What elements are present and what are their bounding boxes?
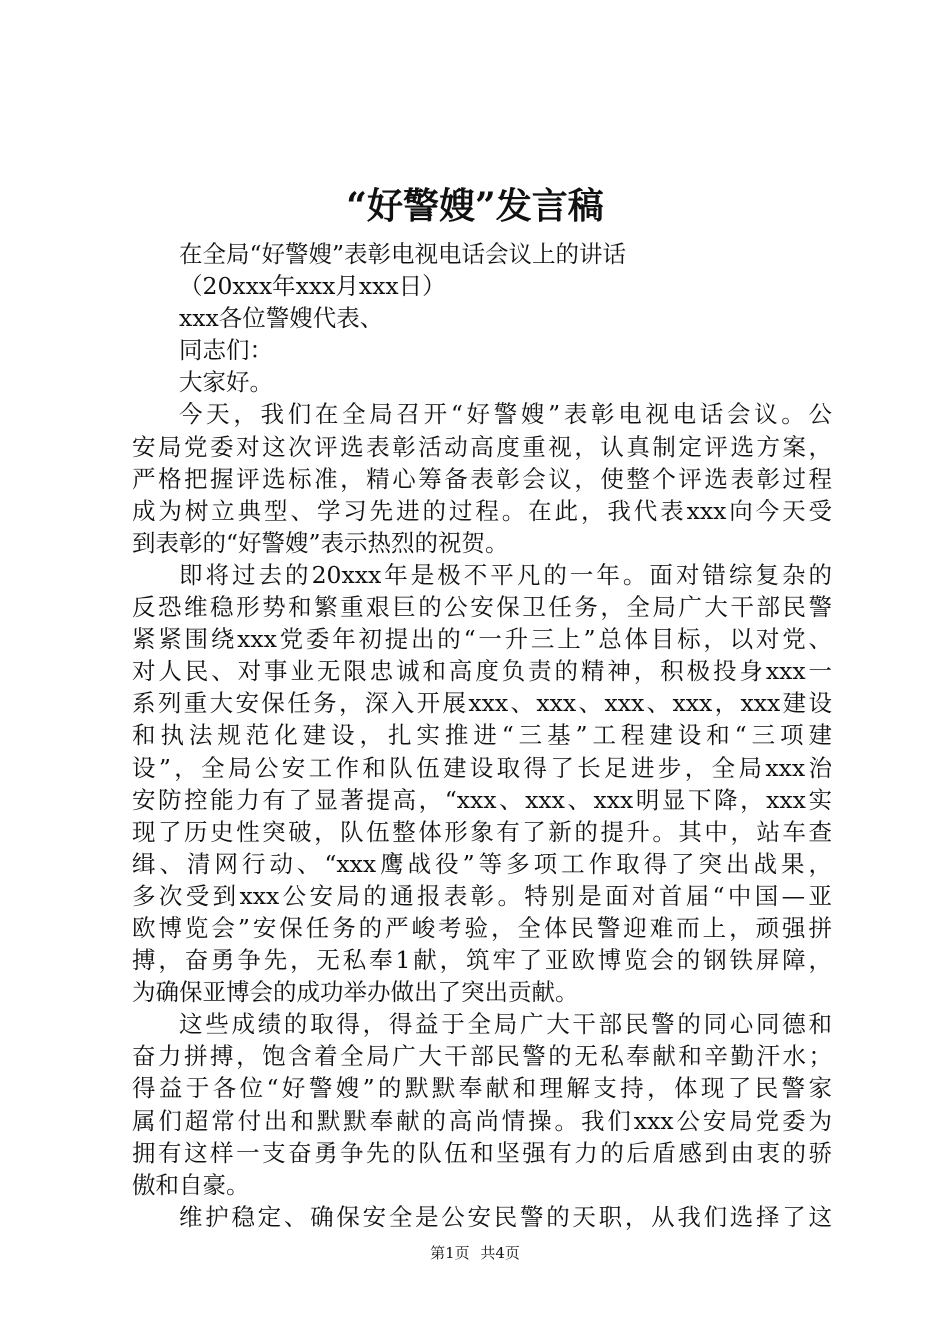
text-line: （20xxx年xxx月xxx日）	[179, 272, 446, 301]
text-line: 和执法规范化建设，扎实推进“三基”工程建设和“三项建	[132, 721, 832, 750]
text-line: 成为树立典型、学习先进的过程。在此，我代表xxx向今天受	[132, 496, 832, 525]
text-line: 紧紧围绕xxx党委年初提出的“一升三上”总体目标，以对党、	[132, 625, 832, 654]
text-line: 在全局“好警嫂”表彰电视电话会议上的讲话	[179, 240, 627, 268]
text-line: 多次受到xxx公安局的通报表彰。特别是面对首届“中国—亚	[132, 881, 832, 910]
text-line: 安局党委对这次评选表彰活动高度重视，认真制定评选方案，	[132, 432, 832, 461]
text-line: 严格把握评选标准，精心筹备表彰会议，使整个评选表彰过程	[132, 464, 832, 493]
page-total: 共4页	[480, 1244, 520, 1262]
text-line: 对人民、对事业无限忠诚和高度负责的精神，积极投身xxx一	[132, 657, 832, 686]
text-line: 安防控能力有了显著提高，“xxx、xxx、xxx明显下降，xxx实	[132, 785, 832, 814]
page-number: 第1页	[430, 1244, 470, 1262]
page-footer	[0, 1242, 950, 1264]
text-line: 这些成绩的取得，得益于全局广大干部民警的同心同德和	[179, 1010, 832, 1039]
text-line: 今天，我们在全局召开“好警嫂”表彰电视电话会议。公	[179, 400, 832, 429]
text-line: 现了历史性突破，队伍整体形象有了新的提升。其中，站车查	[132, 817, 832, 846]
text-line: 反恐维稳形势和繁重艰巨的公安保卫任务，全局广大干部民警	[132, 593, 832, 622]
text-line: 同志们：	[179, 336, 273, 365]
text-line: 缉、清网行动、“xxx鹰战役”等多项工作取得了突出战果，	[132, 849, 832, 878]
text-line: 得益于各位“好警嫂”的默默奉献和理解支持，体现了民警家	[132, 1074, 832, 1103]
text-line: 为确保亚博会的成功举办做出了突出贡献。	[132, 978, 579, 1007]
text-line: xxx各位警嫂代表、	[179, 304, 384, 333]
text-line: 傲和自豪。	[132, 1170, 250, 1199]
text-line: 大家好。	[179, 368, 273, 397]
text-line: 搏，奋勇争先，无私奉1献，筑牢了亚欧博览会的钢铁屏障，	[132, 946, 832, 975]
text-line: 欧博览会”安保任务的严峻考验，全体民警迎难而上，顽强拼	[132, 913, 832, 942]
text-line: 系列重大安保任务，深入开展xxx、xxx、xxx、xxx，xxx建设	[132, 689, 832, 718]
text-line: 到表彰的“好警嫂”表示热烈的祝贺。	[132, 528, 509, 557]
text-line: 维护稳定、确保安全是公安民警的天职，从我们选择了这	[179, 1202, 832, 1231]
document-body	[132, 238, 832, 1233]
text-line: 属们超常付出和默默奉献的高尚情操。我们xxx公安局党委为	[132, 1106, 832, 1135]
document-title: “好警嫂”发言稿	[346, 185, 604, 227]
text-line: 奋力拼搏，饱含着全局广大干部民警的无私奉献和辛勤汗水；	[132, 1042, 832, 1071]
text-line: 拥有这样一支奋勇争先的队伍和坚强有力的后盾感到由衷的骄	[132, 1138, 832, 1167]
text-line: 设”，全局公安工作和队伍建设取得了长足进步，全局xxx治	[132, 753, 832, 782]
text-line: 即将过去的20xxx年是极不平凡的一年。面对错综复杂的	[179, 560, 832, 589]
